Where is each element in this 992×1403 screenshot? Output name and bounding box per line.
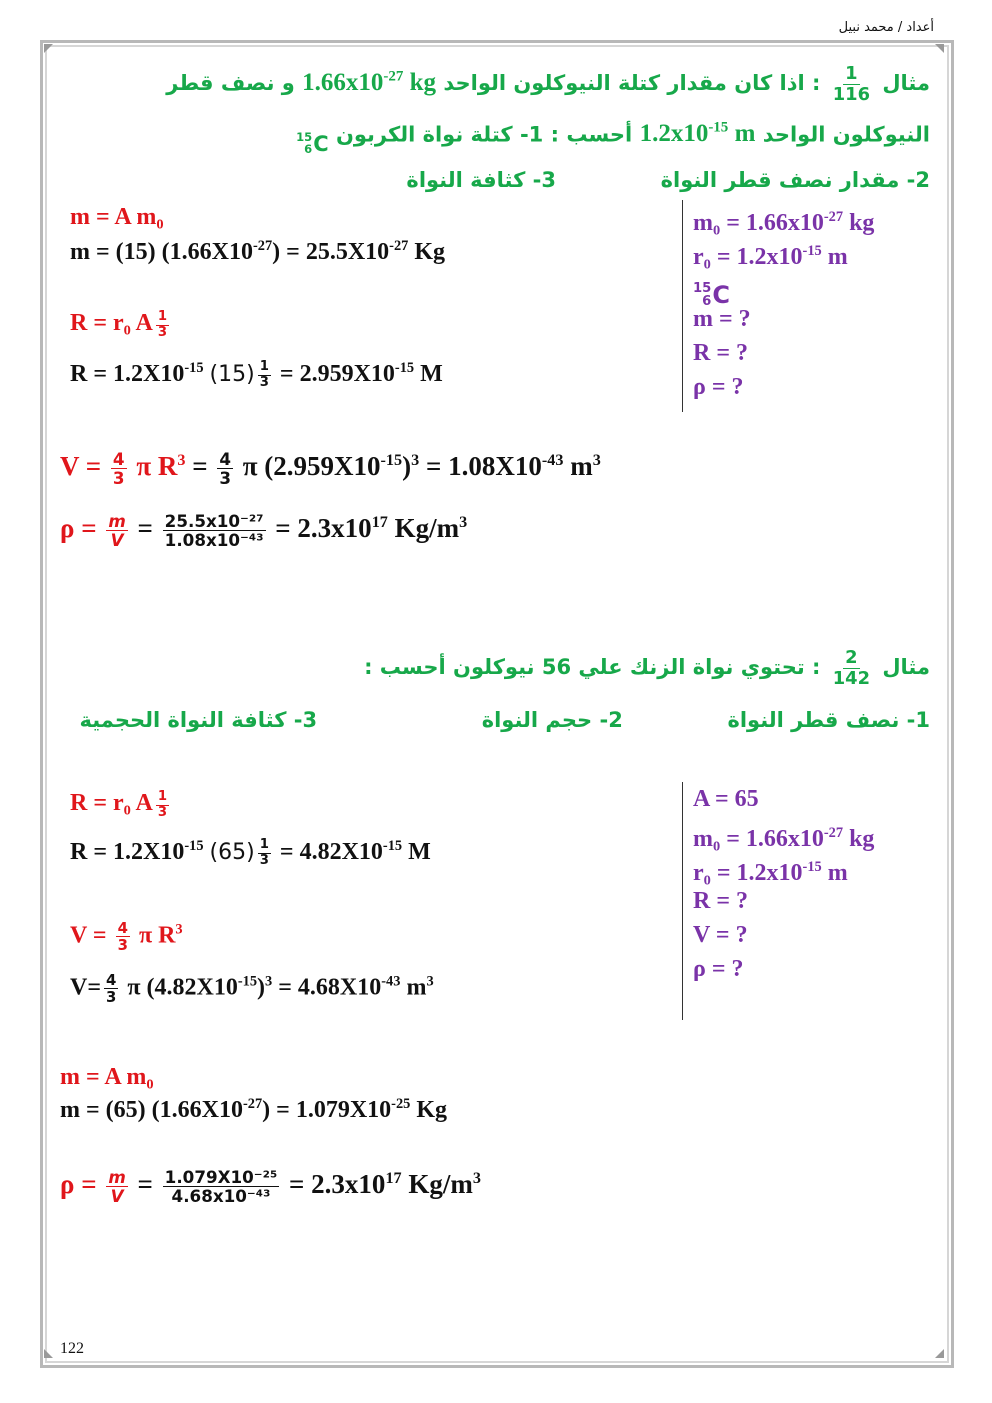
radius-value: $1.2x10^{-15}$ m — [639, 120, 756, 148]
page-number: 122 — [60, 1340, 84, 1357]
ex2-radius-calc: $R = 1.2X10^{-15}$ (65) $\frac{1}{3}$ = $4.82X10^{-15}$ M — [70, 837, 431, 868]
example2-given-list — [682, 782, 874, 1020]
ex2-density-calc: ρ = $\frac{m}{V}$ = $\frac{\text{1.079X10⁻²⁵}}{\text{4.68x10⁻⁴³}}$ = $2.3x10^{17}$ $Kg/m^3$ — [60, 1167, 481, 1207]
example-label: مثال — [882, 655, 930, 680]
given-R-question: R = ? — [693, 888, 749, 914]
example-number: $\frac{1}{116}$ — [832, 63, 870, 105]
ex2-volume-formula: V = $\frac{4}{3}$ π $R^3$ — [70, 919, 183, 955]
example1-given-list — [682, 200, 874, 412]
example-label: مثال — [882, 71, 930, 96]
task-1: 1- نصف قطر النواة — [727, 708, 930, 732]
ex2-mass-formula: m = A m₀ — [60, 1064, 154, 1090]
given-nuclide: 15 6 C — [693, 281, 730, 310]
given-rho-question: ρ = ? — [693, 956, 744, 982]
author-credit: أعداد / محمد نبيل — [838, 20, 934, 35]
ex1-radius-calc: $R = 1.2X10^{-15}$ (15) $\frac{1}{3}$ = $2.959X10^{-15}$ M — [70, 359, 443, 390]
example-number: $\frac{2}{142}$ — [832, 647, 870, 689]
given-R-question: R = ? — [693, 340, 749, 366]
example1-line2: النيوكلون الواحد $1.2x10^{-15}$ m أحسب : 1- كتلة نواة الكربون 15 6 C — [296, 120, 930, 156]
given-rho-question: ρ = ? — [693, 374, 744, 400]
ex2-volume-calc: V= $\frac{4}{3}$ π $(4.82X10^{-15})^3 = 4.68X10^{-43}$ $m^3$ — [70, 971, 434, 1007]
task-3: 3- كثافة النواة — [406, 168, 556, 192]
given-m0: $m_0 = 1.66x10^{-27}$ kg — [693, 825, 875, 852]
ex2-mass-calc: m = (65) $(1.66X10^{-27}) = 1.079X10^{-25}$ Kg — [60, 1096, 448, 1123]
ex1-mass-calc: m = (15) $(1.66X10^{-27}) = 25.5X10^{-27}$ Kg — [70, 238, 446, 265]
ex1-radius-formula: R = r₀ A $\frac{1}{3}$ — [70, 309, 168, 340]
example2-line1: مثال $\frac{2}{142}$ : تحتوي نواة الزنك علي 56 نيوكلون أحسب : — [364, 647, 930, 689]
given-A: A = 65 — [693, 786, 759, 812]
ex2-radius-formula: R = r₀ A $\frac{1}{3}$ — [70, 789, 168, 820]
mass-value: $1.66x10^{-27}$ kg — [302, 68, 437, 97]
corner-ornament — [44, 44, 53, 53]
example2-tasks — [79, 708, 930, 732]
given-r0: $r_0 = 1.2x10^{-15}$ m — [693, 243, 848, 270]
given-V-question: V = ? — [693, 922, 748, 948]
ex1-volume-calc: V = $\frac{4}{3}$ π $R^3$ = $\frac{4}{3}$ π $(2.959X10^{-15})^3 = 1.08X10^{-43}$ $m^3$ — [60, 449, 601, 489]
task-3: 3- كثافة النواة الحجمية — [79, 708, 318, 732]
example1-line1: مثال $\frac{1}{116}$ : اذا كان مقدار كتلة النيوكلون الواحد $1.66x10^{-27}$ kg و نصف قطر — [166, 63, 930, 105]
given-m-question: m = ? — [693, 306, 751, 332]
corner-ornament — [935, 44, 944, 53]
given-r0: $r_0 = 1.2x10^{-15}$ m — [693, 859, 848, 886]
corner-ornament — [935, 1349, 944, 1358]
task-2: 2- مقدار نصف قطر النواة — [660, 168, 930, 192]
given-m0: $m_0 = 1.66x10^{-27}$ kg — [693, 209, 875, 236]
task-2: 2- حجم النواة — [481, 708, 623, 732]
corner-ornament — [44, 1349, 53, 1358]
carbon-nuclide: 15 6 C — [296, 130, 329, 156]
ex1-density-calc: ρ = $\frac{m}{V}$ = $\frac{\text{25.5x10⁻²⁷}}{\text{1.08x10⁻⁴³}}$ = $2.3x10^{17}$ $Kg/m^3$ — [60, 511, 468, 551]
ex1-mass-formula: m = A m₀ — [70, 204, 164, 230]
example1-tasks — [406, 168, 930, 192]
